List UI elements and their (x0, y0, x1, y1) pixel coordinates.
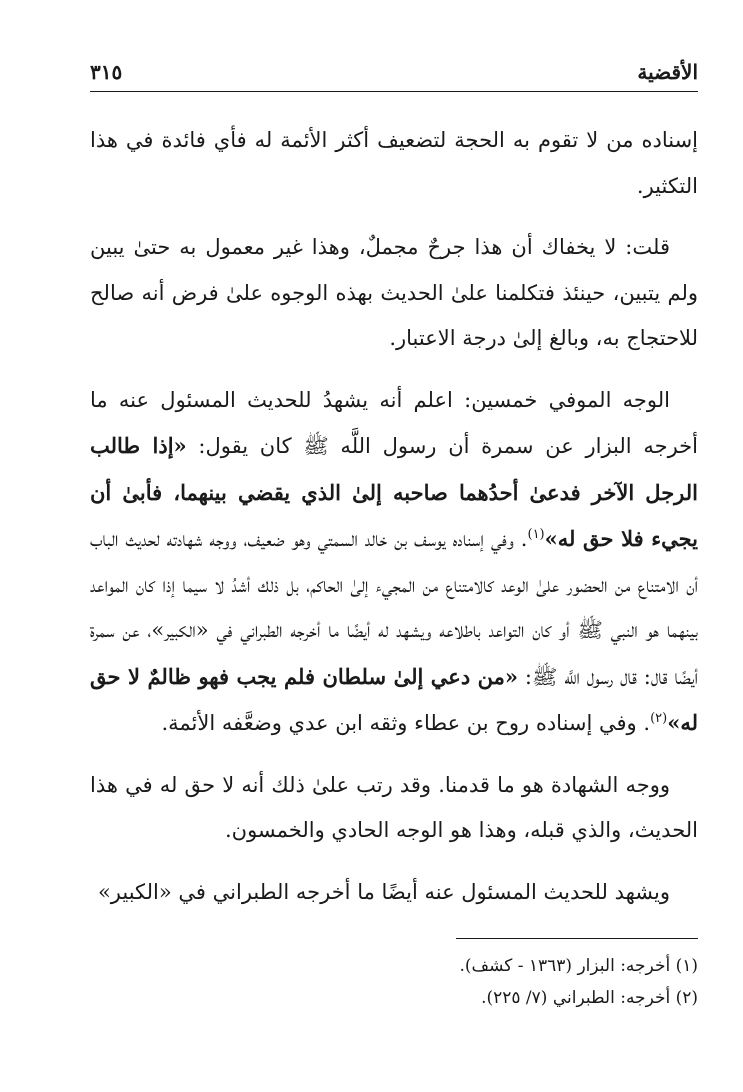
text-run: إسناده من لا تقوم به الحجة لتضعيف أكثر الأئمة له فأي فائدة في هذا التكثير. (90, 128, 698, 198)
text-run: قلت: لا يخفاك أن هذا جرحٌ مجملٌ، وهذا غير معمول به حتىٰ يبين ولم يتبين، حينئذ فتكلمنا علىٰ الحديث بهذه الوجوه علىٰ فرض أنه صالح للاحتجاج به، وبالغ إلىٰ درجة الاعتبار. (90, 235, 698, 350)
header-rule (90, 91, 698, 92)
footnote-ref: (١) (527, 527, 545, 542)
page-header (90, 58, 698, 92)
footnotes (90, 950, 698, 1014)
main-text (90, 118, 698, 931)
paragraph (90, 118, 698, 209)
hadith-quote: «إذا طالب الرجل الآخر فدعىٰ أحدُهما صاحبه إلىٰ الذي يقضي بينهما، فأبىٰ أن يجيء فلا حق له» (90, 433, 698, 551)
footnote: (١) أخرجه: البزار (١٣٦٣ - كشف). (459, 956, 698, 976)
text-run: الوجه الموفي خمسين: اعلم أنه يشهدُ للحديث المسئول عنه ما أخرجه البزار عن سمرة أن رسول اللَّه ﷺ كان يقول: (90, 387, 699, 458)
page-number: ٣١٥ (90, 60, 123, 84)
paragraph (90, 225, 698, 362)
footnote-ref: (٢) (650, 711, 668, 726)
paragraph (90, 378, 698, 747)
footnote: (٢) أخرجه: الطبراني (٧/ ٢٢٥). (481, 988, 698, 1008)
hadith-quote: «من دعي إلىٰ سلطان فلم يجب فهو ظالمٌ لا حق له» (90, 663, 698, 735)
footnote-separator (456, 938, 698, 939)
paragraph (90, 870, 698, 916)
text-run: ووجه الشهادة هو ما قدمنا. وقد رتب علىٰ ذلك أنه لا حق له في هذا الحديث، والذي قبله، وهذا هو الوجه الحادي والخمسون. (90, 772, 698, 842)
paragraph (90, 763, 698, 854)
text-run: ويشهد للحديث المسئول عنه أيضًا ما أخرجه الطبراني في «الكبير» (97, 879, 670, 904)
text-run: . وفي إسناده روح بن عطاء وثقه ابن عدي وضعَّفه الأئمة. (161, 711, 651, 735)
text-run: . وفي إسناده يوسف بن خالد السمتي وهو ضعيف، ووجه شهادته لحديث الباب أن الامتناع من الحضور علىٰ الوعد كالامتناع من المجيء إلىٰ الحاكم، بل ذلك أشدُ لا سيما إذا كان المواعد بينهما هو النبي ﷺ أو كان التواعد باطلاعه ويشهد له أيضًا ما أخرجه الطبراني في «الكبير»، عن سمرة أيضًا قال: قال رسول اللَّه ﷺ: (90, 527, 698, 689)
chapter-title: الأقضية (637, 60, 698, 84)
